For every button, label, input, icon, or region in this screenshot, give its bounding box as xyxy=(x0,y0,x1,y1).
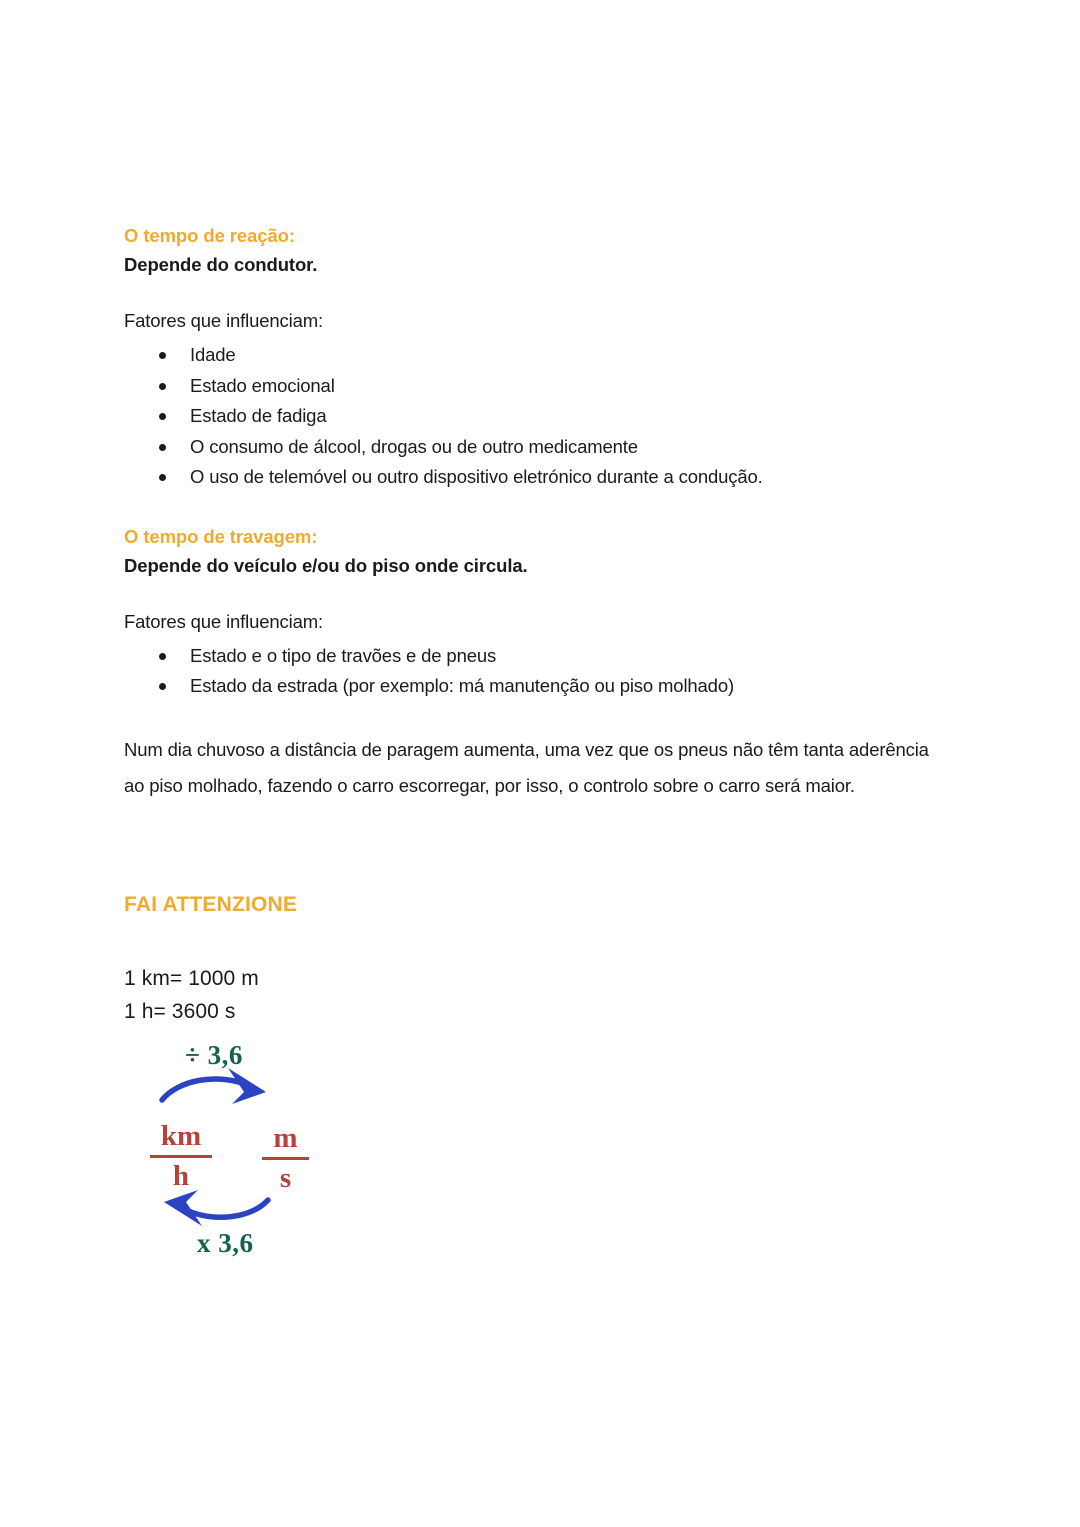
attention-heading: FAI ATTENZIONE xyxy=(124,892,298,916)
divide-operation-label: ÷ 3,6 xyxy=(185,1040,243,1070)
bullet-dot-icon xyxy=(159,413,166,420)
factors-intro-reaction-time: Fatores que influenciam: xyxy=(124,310,323,331)
factors-list-braking-time xyxy=(124,641,948,702)
unit-equivalence-hour: 1 h= 3600 s xyxy=(124,999,236,1023)
list-item xyxy=(124,641,948,672)
conversion-arrows xyxy=(140,1032,390,1282)
spacer xyxy=(124,280,948,306)
arrow-left-icon xyxy=(164,1190,268,1226)
document-content xyxy=(124,222,948,1028)
section-heading-reaction-time: O tempo de reação: xyxy=(124,225,295,246)
section-subheading-braking-time: Depende do veículo e/ou do piso onde circula. xyxy=(124,554,528,576)
rainy-day-paragraph: Num dia chuvoso a distância de paragem aumenta, uma vez que os pneus não têm tanta aderência ao piso molhado, fazendo o carro escorregar, por isso, o controlo sobre o carro será maior. xyxy=(124,738,929,796)
unit-equivalence-km: 1 km= 1000 m xyxy=(124,966,259,990)
list-item xyxy=(124,432,948,463)
list-item-label: Estado emocional xyxy=(190,374,335,396)
list-item xyxy=(124,462,948,493)
list-item xyxy=(124,340,948,371)
unit-denominator-s: s xyxy=(279,1161,292,1194)
list-item xyxy=(124,401,948,432)
list-item-label: Estado de fadiga xyxy=(190,405,327,426)
spacer xyxy=(124,848,948,892)
multiply-operation-label: x 3,6 xyxy=(197,1228,254,1258)
unit-numerator-m: m xyxy=(273,1122,298,1154)
list-item-label: Idade xyxy=(190,344,236,365)
spacer xyxy=(124,581,948,607)
bullet-dot-icon xyxy=(159,653,166,660)
list-item xyxy=(124,671,948,702)
unit-conversion-diagram xyxy=(140,1032,390,1282)
list-item-label: O uso de telemóvel ou outro dispositivo eletrónico durante a condução. xyxy=(190,466,763,487)
unit-denominator-h: h xyxy=(172,1159,190,1192)
bullet-dot-icon xyxy=(159,352,166,359)
spacer xyxy=(124,804,948,848)
unit-numerator-km: km xyxy=(160,1120,202,1152)
bullet-dot-icon xyxy=(159,474,166,481)
spacer xyxy=(124,702,948,732)
bullet-dot-icon xyxy=(159,444,166,451)
bullet-dot-icon xyxy=(159,383,166,390)
spacer xyxy=(124,493,948,523)
section-heading-braking-time: O tempo de travagem: xyxy=(124,525,318,547)
list-item xyxy=(124,371,948,402)
factors-list-reaction-time xyxy=(124,340,948,493)
list-item-label: Estado da estrada (por exemplo: má manutenção ou piso molhado) xyxy=(190,675,734,696)
bullet-dot-icon xyxy=(159,683,166,690)
list-item-label: O consumo de álcool, drogas ou de outro medicamente xyxy=(190,435,638,457)
section-subheading-reaction-time: Depende do condutor. xyxy=(124,254,318,275)
factors-intro-braking-time: Fatores que influenciam: xyxy=(124,610,323,632)
arrow-right-icon xyxy=(162,1068,266,1104)
list-item-label: Estado e o tipo de travões e de pneus xyxy=(190,644,497,666)
spacer xyxy=(124,918,948,962)
